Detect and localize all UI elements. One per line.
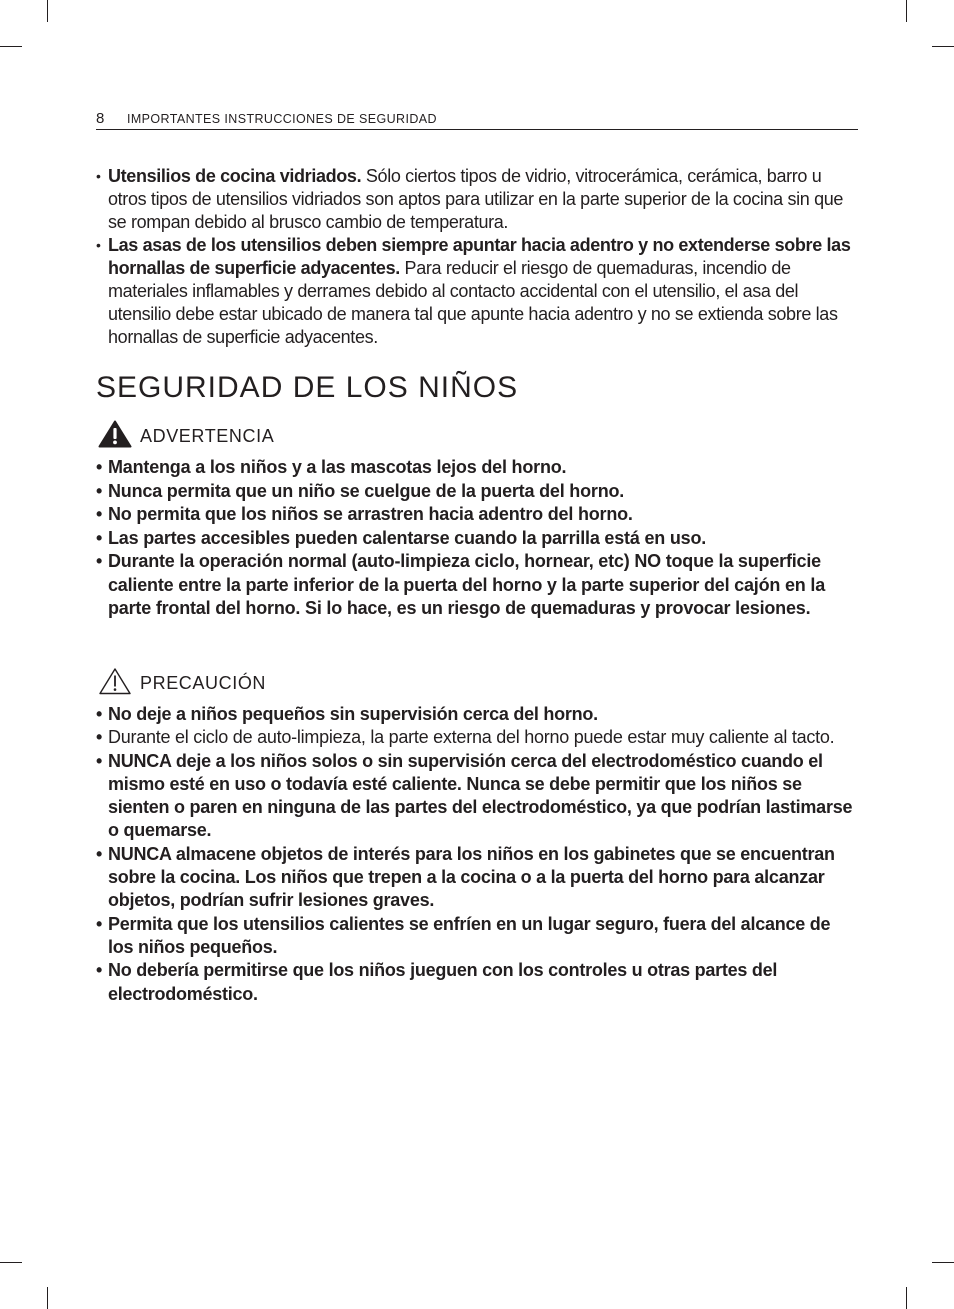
list-item: • No debería permitirse que los niños jueguen con los controles u otras partes del electrodoméstico. xyxy=(96,959,856,1006)
header-title: IMPORTANTES INSTRUCCIONES DE SEGURIDAD xyxy=(127,112,437,126)
crop-mark xyxy=(0,46,22,47)
item-lead: Las asas de los utensilios deben siempre apuntar hacia adentro y no extenderse sobre las hornallas de superficie adyacentes. xyxy=(108,235,851,278)
list-item: • Las partes accesibles pueden calentarse cuando la parrilla está en uso. xyxy=(96,527,856,551)
caution-list xyxy=(96,703,856,1006)
item-text: Para reducir el riesgo de quemaduras, incendio de materiales inflamables y derrames debido al contacto accidental con el utensilio, el asa del utensilio debe estar ubicado de manera tal que apunte hacia adentro y no se extienda sobre las hornallas de superficie adyacentes. xyxy=(108,258,838,347)
warning-triangle-filled-icon xyxy=(98,420,132,448)
list-item: • No permita que los niños se arrastren hacia adentro del horno. xyxy=(96,503,856,527)
intro-list xyxy=(96,165,856,349)
page-number: 8 xyxy=(96,110,105,127)
caution-label: PRECAUCIÓN xyxy=(140,673,267,693)
crop-mark xyxy=(0,1262,22,1263)
list-item: • Nunca permita que un niño se cuelgue de la puerta del horno. xyxy=(96,480,856,504)
list-item: • No deje a niños pequeños sin supervisión cerca del horno. xyxy=(96,703,856,726)
section-title: SEGURIDAD DE LOS NIÑOS xyxy=(96,371,519,404)
list-item: • Mantenga a los niños y a las mascotas lejos del horno. xyxy=(96,456,856,480)
crop-mark xyxy=(47,1287,48,1309)
item-lead: Utensilios de cocina vidriados. xyxy=(108,166,362,186)
list-item: • Durante la operación normal (auto-limpieza ciclo, hornear, etc) NO toque la superficie caliente entre la parte inferior de la puerta del horno y la parte superior del cajón en la parte frontal del horno. Si lo hace, es un riesgo de quemaduras y provocar lesiones. xyxy=(96,550,856,621)
warning-list xyxy=(96,456,856,621)
list-item xyxy=(96,165,856,234)
crop-mark xyxy=(906,1287,907,1309)
page-header xyxy=(96,110,858,130)
warning-label: ADVERTENCIA xyxy=(140,426,275,446)
crop-mark xyxy=(906,0,907,22)
item-text: Sólo ciertos tipos de vidrio, vitrocerámica, cerámica, barro u otros tipos de utensilios vidriados son aptos para utilizar en la parte superior de la cocina sin que se rompan debido al brusco cambio de temperatura. xyxy=(108,166,844,232)
list-item xyxy=(96,234,856,349)
list-item: • NUNCA deje a los niños solos o sin supervisión cerca del electrodoméstico cuando el mismo esté en uso o todavía esté caliente. Nunca se debe permitir que los niños se sienten o paren en ninguna de las partes del electrodoméstico, ya que podrían lastimarse o quemarse. xyxy=(96,750,856,843)
list-item: • NUNCA almacene objetos de interés para los niños en los gabinetes que se encuentran sobre la cocina. Los niños que trepen a la cocina o a la puerta del horno para alcanzar objetos, podrían sufrir lesiones graves. xyxy=(96,843,856,913)
crop-mark xyxy=(932,46,954,47)
crop-mark xyxy=(47,0,48,22)
caution-triangle-outline-icon xyxy=(98,667,132,695)
list-item: • Durante el ciclo de auto-limpieza, la parte externa del horno puede estar muy caliente al tacto. xyxy=(96,726,856,749)
list-item: • Permita que los utensilios calientes se enfríen en un lugar seguro, fuera del alcance de los niños pequeños. xyxy=(96,913,856,960)
crop-mark xyxy=(932,1262,954,1263)
